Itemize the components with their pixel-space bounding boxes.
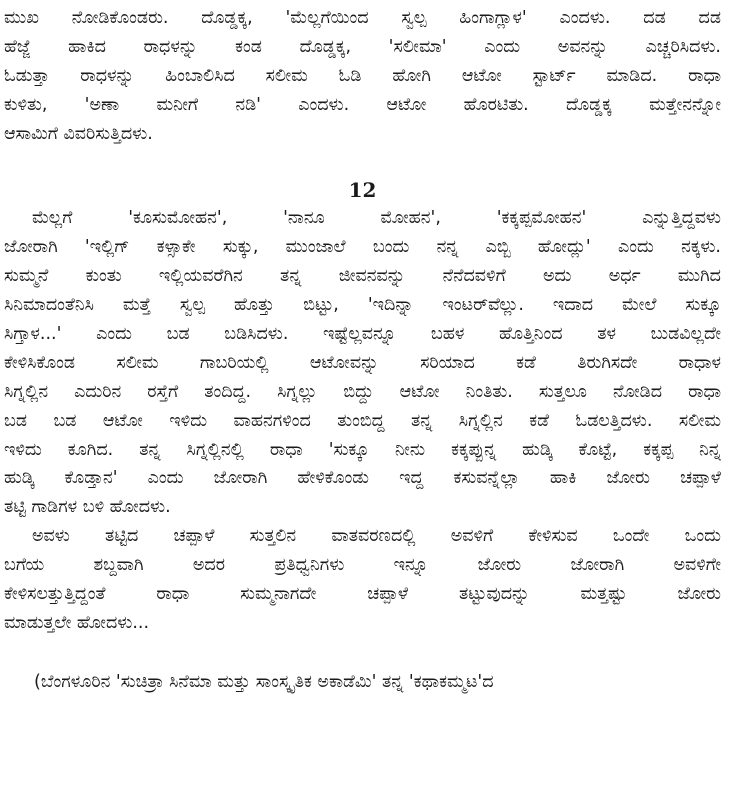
text-line: ಹೆಜ್ಜೆ ಹಾಕಿದ ರಾಧಳನ್ನು ಕಂಡ ದೊಡ್ಡಕ್ಕ, 'ಸಲೀಮಾ' ಎಂದು ಅವನನ್ನು ಎಚ್ಚರಿಸಿದಳು. xyxy=(4,36,721,57)
text-line: ಬಗೆಯ ಶಬ್ದವಾಗಿ ಅದರ ಪ್ರತಿಧ್ವನಿಗಳು ಇನ್ನೂ ಜೋರು ಜೋರಾಗಿ ಅವಳಿಗೇ xyxy=(4,555,721,576)
text-line: ಓಡುತ್ತಾ ರಾಧಳನ್ನು ಹಿಂಬಾಲಿಸಿದ ಸಲೀಮ ಓಡಿ ಹೋಗಿ ಆಟೋ ಸ್ಟಾರ್ಟ್ ಮಾಡಿದ. ರಾಧಾ xyxy=(4,65,721,86)
paragraph-closing xyxy=(4,522,721,638)
text-line: ಸಿಗ್ತಾಳ...' ಎಂದು ಬಡ ಬಡಿಸಿದಳು. ಇಷ್ಟೆಲ್ಲವನ್ನೂ ಬಹಳ ಹೊತ್ತಿನಿಂದ ತಳ ಬುಡವಿಲ್ಲದೇ xyxy=(4,324,721,345)
chapter-number: 12 xyxy=(348,178,377,203)
source-footnote: (ಬೆಂಗಳೂರಿನ 'ಸುಚಿತ್ರಾ ಸಿನೆಮಾ ಮತ್ತು ಸಾಂಸ್ಕೃತಿಕ ಅಕಾಡೆಮಿ' ತನ್ನ 'ಕಥಾಕಮ್ಮಟ'ದ xyxy=(34,671,494,692)
text-line: ಸಿಗ್ನಲ್ಲಿನ ಎದುರಿನ ರಸ್ತೆಗೆ ತಂದಿದ್ದ. ಸಿಗ್ನಲ್ಲು ಬಿದ್ದು ಆಟೋ ನಿಂತಿತು. ಸುತ್ತಲೂ ನೋಡಿದ ರಾಧಾ xyxy=(4,381,721,402)
text-line: ಆಸಾಮಿಗೆ ವಿವರಿಸುತ್ತಿದಳು. xyxy=(4,123,153,144)
text-line: ಸಿನಿಮಾದಂತೆನಿಸಿ ಮತ್ತೆ ಸ್ವಲ್ಪ ಹೊತ್ತು ಬಿಟ್ಟು, 'ಇದಿನ್ನಾ ಇಂಟರ್‌ವೆಲ್ಲು. ಇದಾದ ಮೇಲೆ ಸುಕ್ಕೂ xyxy=(4,295,721,316)
text-line: ಅವಳು ತಟ್ಟಿದ ಚಪ್ಪಾಳೆ ಸುತ್ತಲಿನ ವಾತವರಣದಲ್ಲಿ ಅವಳಿಗೆ ಕೇಳಿಸುವ ಒಂದೇ ಒಂದು xyxy=(32,526,721,547)
paragraph-continuation xyxy=(4,4,721,148)
text-line: ಬಡ ಬಡ ಆಟೋ ಇಳಿದು ವಾಹನಗಳಿಂದ ತುಂಬಿದ್ದ ತನ್ನ ಸಿಗ್ನಲ್ಲಿನ ಕಡೆ ಓಡಲತ್ತಿದಳು. ಸಲೀಮ xyxy=(4,410,721,431)
text-line: ಮೆಲ್ಲಗೆ 'ಕೂಸುಮೋಹನ', 'ನಾನೂ ಮೋಹನ', 'ಕಕ್ಕಪ್ಪಮೋಹನ' ಎನ್ನುತ್ತಿದ್ದವಳು xyxy=(32,208,721,229)
text-line: ಮಾಡುತ್ತಲೇ ಹೋದಳು... xyxy=(4,612,150,633)
text-line: ಕುಳಿತು, 'ಅಣಾ ಮನೀಗೆ ನಡಿ' ಎಂದಳು. ಆಟೋ ಹೊರಟಿತು. ದೊಡ್ಡಕ್ಕ ಮತ್ತೇನನ್ನೋ xyxy=(4,94,721,115)
text-line: ಮುಖ ನೋಡಿಕೊಂಡರು. ದೊಡ್ಡಕ್ಕ, 'ಮೆಲ್ಲಗೆಯಿಂದ ಸ್ವಲ್ಪ ಹಿಂಗಾಗ್ಲಾಳ' ಎಂದಳು. ದಡ ದಡ xyxy=(4,8,721,28)
text-line: ಜೋರಾಗಿ 'ಇಲ್ಲಿಗ್ ಕಳ್ಸಾಕೇ ಸುಕ್ಕು, ಮುಂಜಾಲೆ ಬಂದು ನನ್ನ ಎಬ್ಬಿ ಹೋದ್ಲು' ಎಂದು ನಕ್ಕಳು. xyxy=(4,237,721,258)
text-line: ಕೇಳಿಸಿಕೊಂಡ ಸಲೀಮ ಗಾಬರಿಯಲ್ಲಿ ಆಟೋವನ್ನು ಸರಿಯಾದ ಕಡೆ ತಿರುಗಿಸದೇ ರಾಧಾಳ xyxy=(4,352,721,373)
text-line: ಹುಡ್ಕಿ ಕೊಡ್ತಾನ' ಎಂದು ಜೋರಾಗಿ ಹೇಳಿಕೊಂಡು ಇದ್ದ ಕಸುವನ್ನೆಲ್ಲಾ ಹಾಕಿ ಜೋರು ಚಪ್ಪಾಳೆ xyxy=(4,468,721,489)
text-line: ತಟ್ಟಿ ಗಾಡಿಗಳ ಬಳಿ ಹೋದಳು. xyxy=(4,497,171,518)
paragraph-chapter-opening xyxy=(4,204,721,522)
text-line: ಕೇಳಿಸಲತ್ತುತ್ತಿದ್ದಂತೆ ರಾಧಾ ಸುಮ್ಮನಾಗದೇ ಚಪ್ಪಾಳೆ ತಟ್ಟುವುದನ್ನು ಮತ್ತಷ್ಟು ಜೋರು xyxy=(4,584,721,605)
text-line: ಸುಮ್ಮನೆ ಕುಂತು ಇಲ್ಲಿಯವರೆಗಿನ ತನ್ನ ಜೀವನವನ್ನು ನೆನೆದವಳಿಗೆ ಅದು ಅರ್ಧ ಮುಗಿದ xyxy=(4,266,721,287)
text-line: ಇಳಿದು ಕೂಗಿದ. ತನ್ನ ಸಿಗ್ನಲ್ಲಿನಲ್ಲಿ ರಾಧಾ 'ಸುಕ್ಕೂ ನೀನು ಕಕ್ಕಪ್ಪುನ್ನ ಹುಡ್ಕಿ ಕೊಟ್ಟೆ, ಕಕ್ಕಪ್ಪ ನಿನ್ನ xyxy=(4,439,721,460)
